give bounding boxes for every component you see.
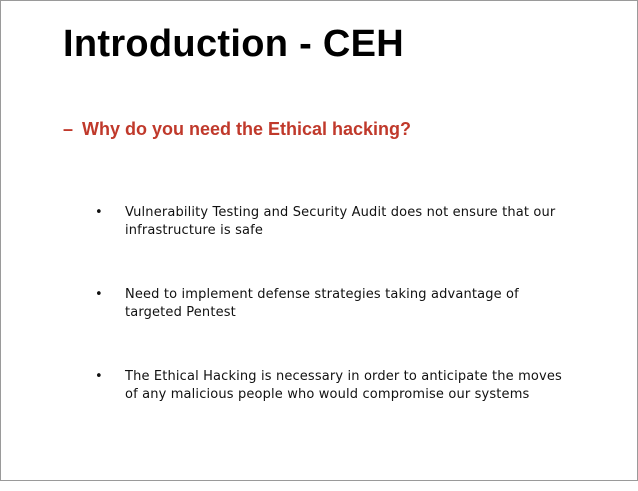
subtitle-text: Why do you need the Ethical hacking? [82,119,412,139]
subtitle [63,119,411,140]
slide-title: Introduction - CEH [63,23,405,65]
bullet-text: The Ethical Hacking is necessary in order to anticipate the moves of any malicious people who would compromise our systems [125,369,562,402]
bullet-icon: • [95,205,103,220]
bullet-list [95,204,595,450]
bullet-text: Vulnerability Testing and Security Audit does not ensure that our infrastructure is safe [125,205,556,238]
bullet-item [95,368,595,450]
bullet-text: Need to implement defense strategies taking advantage of targeted Pentest [125,287,519,320]
bullet-item [95,204,595,286]
bullet-icon: • [95,287,103,302]
subtitle-dash: – [63,119,74,139]
bullet-item [95,286,595,368]
bullet-icon: • [95,369,103,384]
